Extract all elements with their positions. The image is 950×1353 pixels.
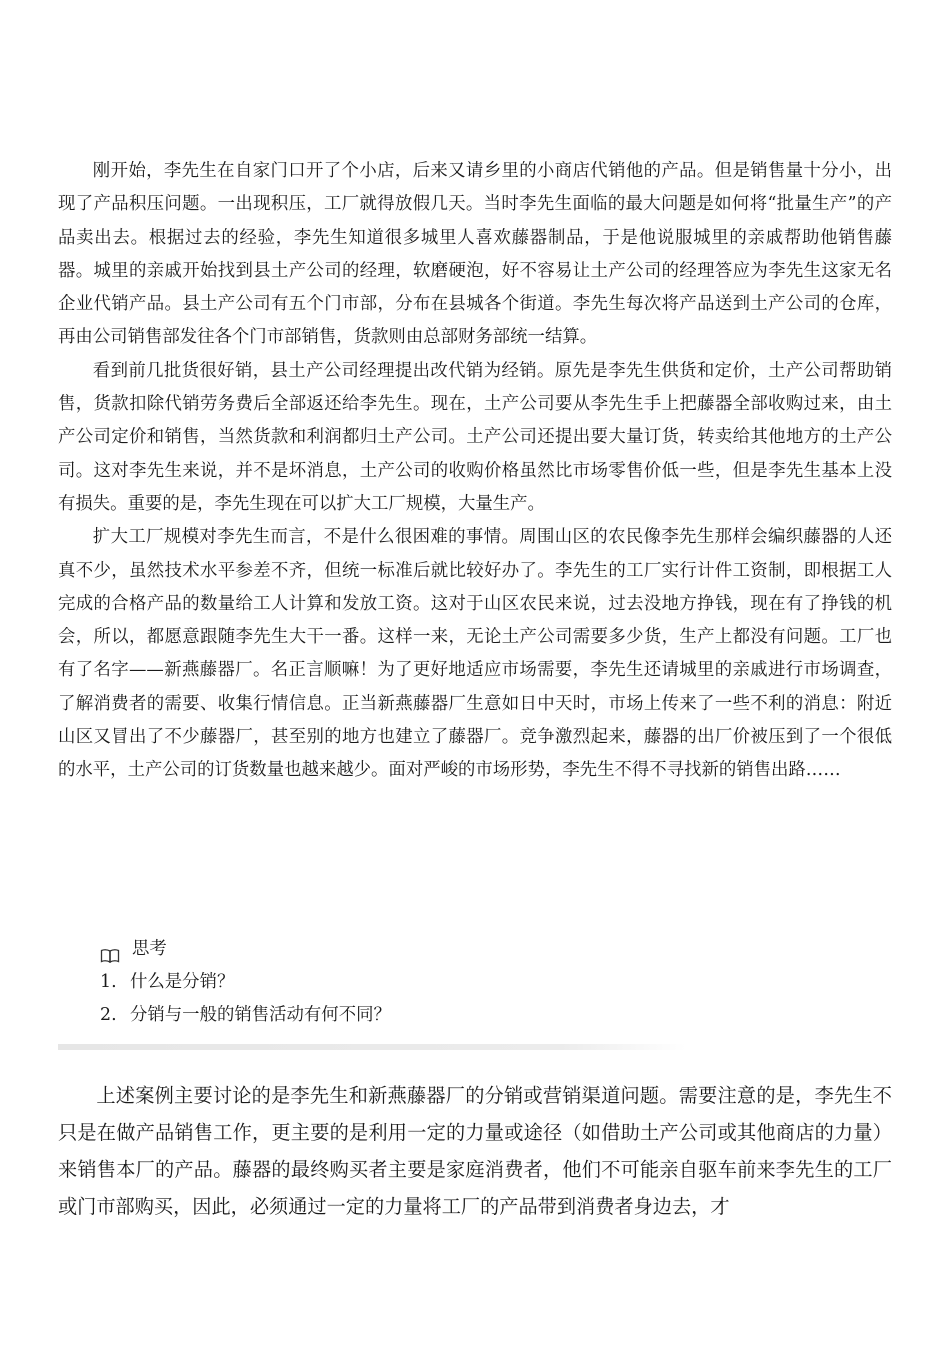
main-paragraph: 上述案例主要讨论的是李先生和新燕藤器厂的分销或营销渠道问题。需要注意的是，李先生不只是在做产品销售工作，更主要的是利用一定的力量或途径（如借助土产公司或其他商店的力量）来销售本厂的产品。藤器的最终购买者主要是家庭消费者，他们不可能亲自驱车前来李先生的工厂或门市部购买，因此，必须通过一定的力量将工厂的产品带到消费者身边去，才 [58,1084,892,1218]
case-paragraph-2: 看到前几批货很好销，县土产公司经理提出改代销为经销。原先是李先生供货和定价，土产公司帮助销售，货款扣除代销劳务费后全部返还给李先生。现在，土产公司要从李先生手上把藤器全部收购过来，由土产公司定价和销售，当然货款和利润都归土产公司。土产公司还提出要大量订货，转卖给其他地方的土产公司。这对李先生来说，并不是坏消息，土产公司的收购价格虽然比市场零售价低一些，但是李先生基本上没有损失。重要的是，李先生现在可以扩大工厂规模，大量生产。 [58,360,892,514]
question-text: 分销与一般的销售活动有何不同？ [130,1004,391,1025]
case-study-text [58,155,892,788]
main-body-text [58,1077,892,1225]
think-title: 思考 [132,938,167,959]
case-paragraph-3: 扩大工厂规模对李先生而言，不是什么很困难的事情。周围山区的农民像李先生那样会编织藤器的人还真不少，虽然技术水平参差不齐，但统一标准后就比较好办了。李先生的工厂实行计件工资制，即根据工人完成的合格产品的数量给工人计算和发放工资。这对于山区农民来说，过去没地方挣钱，现在有了挣钱的机会，所以，都愿意跟随李先生大干一番。这样一来，无论土产公司需要多少货，生产上都没有问题。工厂也有了名字——新燕藤器厂。名正言顺嘛！为了更好地适应市场需要，李先生还请城里的亲戚进行市场调查，了解消费者的需要、收集行情信息。正当新燕藤器厂生意如日中天时，市场上传来了一些不利的消息：附近山区又冒出了不少藤器厂，甚至别的地方也建立了藤器厂。竞争激烈起来，藤器的出厂价被压到了一个很低的水平，土产公司的订货数量也越来越少。面对严峻的市场形势，李先生不得不寻找新的销售出路…… [58,527,892,781]
case-paragraph-1: 刚开始，李先生在自家门口开了个小店，后来又请乡里的小商店代销他的产品。但是销售量十分小，出现了产品积压问题。一出现积压，工厂就得放假几天。当时李先生面临的最大问题是如何将“批量生产”的产品卖出去。根据过去的经验，李先生知道很多城里人喜欢藤器制品，于是他说服城里的亲戚帮助他销售藤器。城里的亲戚开始找到县土产公司的经理，软磨硬泡，好不容易让土产公司的经理答应为李先生这家无名企业代销产品。县土产公司有五个门市部，分布在县城各个街道。李先生每次将产品送到土产公司的仓库，再由公司销售部发往各个门市部销售，货款则由总部财务部统一结算。 [58,161,892,348]
question-number: 1. [100,971,117,992]
think-section [100,933,700,1032]
section-divider [58,1044,686,1050]
question-number: 2. [100,1004,117,1025]
question-text: 什么是分销？ [130,971,235,992]
think-heading [100,933,700,966]
open-book-icon [100,942,120,957]
question-item [100,966,700,999]
question-item [100,999,700,1032]
